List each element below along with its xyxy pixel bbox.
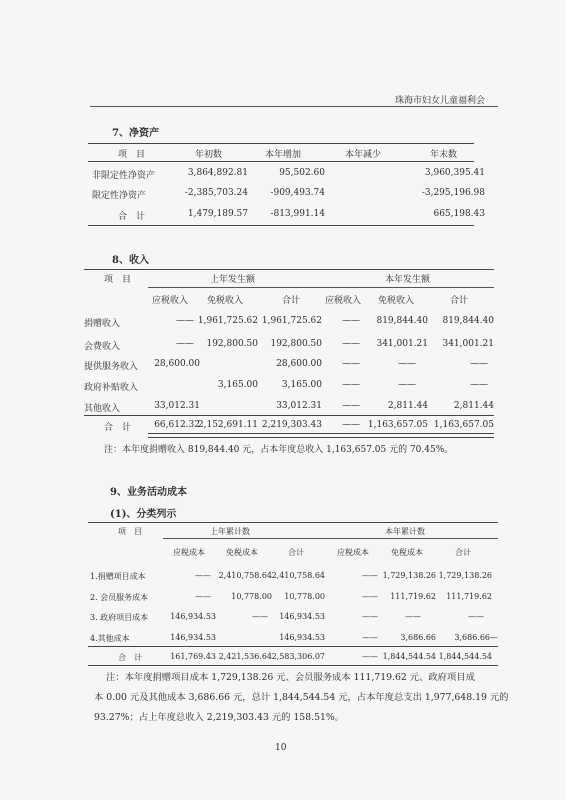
cell: —— xyxy=(342,339,360,349)
cell: 28,600.00 xyxy=(154,359,200,369)
cell: —— xyxy=(468,612,484,621)
cell: 2,583,306.07 xyxy=(271,652,325,661)
cell: 2,410,758.64 xyxy=(271,571,325,580)
cell: 28,600.00 xyxy=(276,359,322,369)
cell: —— xyxy=(362,571,378,580)
cell-increase: -813,991.14 xyxy=(270,209,325,219)
col-header-increase: 本年增加 xyxy=(265,150,302,160)
cell-begin: -2,385,703.24 xyxy=(184,188,248,198)
table-bottom-rule xyxy=(88,665,498,666)
cell: 192,800.50 xyxy=(270,339,322,349)
row-label: 3. 政府项目成本 xyxy=(90,613,149,622)
cell: 161,769.43 xyxy=(170,652,216,661)
cost-note-line: 注：本年度捐赠项目成本 1,729,138.26 元、会员服务成本 111,719.62 元、政府项目成 xyxy=(106,672,475,683)
col-header-begin: 年初数 xyxy=(195,150,223,160)
col-header-total: 合计 xyxy=(450,296,469,306)
total-top-rule xyxy=(88,646,498,647)
col-header-item: 项 目 xyxy=(118,150,146,160)
row-label: 会费收入 xyxy=(84,342,121,352)
cell: —— xyxy=(342,420,360,430)
cell: —— xyxy=(398,380,416,390)
table-top-rule xyxy=(88,143,474,144)
cell: —— xyxy=(362,633,378,642)
cell-end: -3,295,196.98 xyxy=(421,188,485,198)
cell: —— xyxy=(195,571,211,580)
col-header-taxable: 应税收入 xyxy=(325,296,362,306)
cell: 33,012.31 xyxy=(276,401,322,411)
page-number: 10 xyxy=(275,743,287,753)
cell: 146,934.53 xyxy=(170,633,216,642)
table-top-rule xyxy=(84,269,494,270)
col-header-exempt: 免税成本 xyxy=(226,548,258,557)
cell: 1,729,138.26 xyxy=(438,571,492,580)
cell: 341,001.21 xyxy=(442,339,494,349)
cell: 3,165.00 xyxy=(217,380,258,390)
cell: —— xyxy=(470,359,488,369)
cell: 3,686.66 xyxy=(400,633,436,642)
cell: 111,719.62 xyxy=(390,592,436,601)
col-header-end: 年末数 xyxy=(430,150,458,160)
cell: —— xyxy=(176,339,194,349)
cell: —— xyxy=(398,359,416,369)
cell: 2,152,691.11 xyxy=(197,420,258,430)
cell-end: 665,198.43 xyxy=(433,209,485,219)
row-label: 捐赠收入 xyxy=(84,319,121,329)
cell: —— xyxy=(342,359,360,369)
group-rule xyxy=(163,538,498,539)
table-top-rule xyxy=(88,522,498,523)
cell: 341,001.21 xyxy=(376,339,428,349)
cell: —— xyxy=(342,380,360,390)
cell: 10,778.00 xyxy=(231,592,272,601)
total-double-rule xyxy=(148,433,494,438)
cell: 1,163,657.05 xyxy=(367,420,428,430)
cost-note xyxy=(94,668,509,728)
section-title-income: 8、收入 xyxy=(112,255,149,266)
col-header-taxable: 应税收入 xyxy=(152,296,189,306)
cell: 146,934.53 xyxy=(170,612,216,621)
section-subtitle-cost: (1)、分类列示 xyxy=(110,509,177,520)
cell: —— xyxy=(176,316,194,326)
col-header-taxable: 应税成本 xyxy=(337,548,369,557)
cell: 1,729,138.26 xyxy=(382,571,436,580)
col-header-exempt: 免税成本 xyxy=(391,548,423,557)
cell: —— xyxy=(252,612,268,621)
cell: 2,219,303.43 xyxy=(261,420,322,430)
cell: 819,844.40 xyxy=(376,316,428,326)
cell: —— xyxy=(342,401,360,411)
cell: 10,778.00 xyxy=(284,592,325,601)
row-label: 合 计 xyxy=(118,212,146,222)
cell: —— xyxy=(342,316,360,326)
col-header-item: 项 目 xyxy=(118,527,142,536)
cost-note-line: 本 0.00 元及其他成本 3,686.66 元，总计 1,844,544.54 元，占本年度总支出 1,977,648.19 元的 xyxy=(94,692,509,703)
col-header-taxable: 应税成本 xyxy=(173,548,205,557)
col-header-decrease: 本年减少 xyxy=(345,150,382,160)
section-title-cost: 9、业务活动成本 xyxy=(110,487,187,498)
cell: 2,811.44 xyxy=(387,401,428,411)
group-header-curr: 本年发生额 xyxy=(385,275,431,285)
cell: 1,844,544.54 xyxy=(438,652,492,661)
cell: 2,811.44 xyxy=(453,401,494,411)
row-label: 提供服务收入 xyxy=(84,362,139,372)
cell: 66,612.32 xyxy=(154,420,200,430)
col-header-total: 合计 xyxy=(455,548,471,557)
table-bottom-rule xyxy=(88,225,474,226)
row-label: 2. 会员服务成本 xyxy=(90,593,149,602)
cell-begin: 1,479,189.57 xyxy=(187,209,248,219)
group-header-prev: 上年发生额 xyxy=(210,275,256,285)
col-header-exempt: 免税收入 xyxy=(207,296,244,306)
cell: 2,421,536.64 xyxy=(218,652,272,661)
header-rule xyxy=(90,106,498,107)
row-label: 合 计 xyxy=(118,653,142,662)
cell: —— xyxy=(470,380,488,390)
header-org: 珠海市妇女儿童福利会 xyxy=(395,96,486,106)
cell-increase: -909,493.74 xyxy=(270,188,325,198)
cell: —— xyxy=(362,592,378,601)
table-header-rule xyxy=(88,161,474,162)
group-header-prev: 上年累计数 xyxy=(210,527,250,536)
section-title-net-assets: 7、净资产 xyxy=(112,128,159,139)
cell: 819,844.40 xyxy=(442,316,494,326)
income-note: 注：本年度捐赠收入 819,844.40 元，占本年度总收入 1,163,657.05 元的 70.45%。 xyxy=(104,445,454,455)
cell: 146,934.53 xyxy=(279,612,325,621)
row-label: 4.其他成本 xyxy=(90,634,130,643)
row-label: 1.捐赠项目成本 xyxy=(90,572,146,581)
cell: —— xyxy=(362,612,378,621)
cell: 1,961,725.62 xyxy=(197,316,258,326)
cell: 3,165.00 xyxy=(281,380,322,390)
cell: 3,686.66— xyxy=(454,633,498,642)
group-header-curr: 本年累计数 xyxy=(385,527,425,536)
row-label: 限定性净资产 xyxy=(92,191,147,201)
cell-begin: 3,864,892.81 xyxy=(187,168,248,178)
cell: 192,800.50 xyxy=(206,339,258,349)
cell: 1,163,657.05 xyxy=(433,420,494,430)
col-header-exempt: 免税收入 xyxy=(378,296,415,306)
cell: 2,410,758.64 xyxy=(218,571,272,580)
cell: —— xyxy=(195,592,211,601)
cell-end: 3,960,395.41 xyxy=(424,168,485,178)
cell: 1,844,544.54 xyxy=(382,652,436,661)
row-label: 合 计 xyxy=(104,423,132,433)
cell: —— xyxy=(362,652,378,661)
col-header-total: 合计 xyxy=(282,296,301,306)
cell: 1,961,725.62 xyxy=(261,316,322,326)
col-header-item: 项 目 xyxy=(104,275,132,285)
cell: —— xyxy=(405,612,421,621)
total-top-rule xyxy=(84,415,494,416)
cell-increase: 95,502.60 xyxy=(279,168,325,178)
cost-note-line: 93.27%；占上年度总收入 2,219,303.43 元的 158.51%。 xyxy=(94,712,345,723)
row-label: 政府补贴收入 xyxy=(84,383,139,393)
group-rule xyxy=(148,287,494,288)
cell: 33,012.31 xyxy=(154,401,200,411)
row-label: 非限定性净资产 xyxy=(92,171,156,181)
col-header-total: 合计 xyxy=(288,548,304,557)
row-label: 其他收入 xyxy=(84,404,121,414)
cell: 111,719.62 xyxy=(446,592,492,601)
cell: 146,934.53 xyxy=(279,633,325,642)
